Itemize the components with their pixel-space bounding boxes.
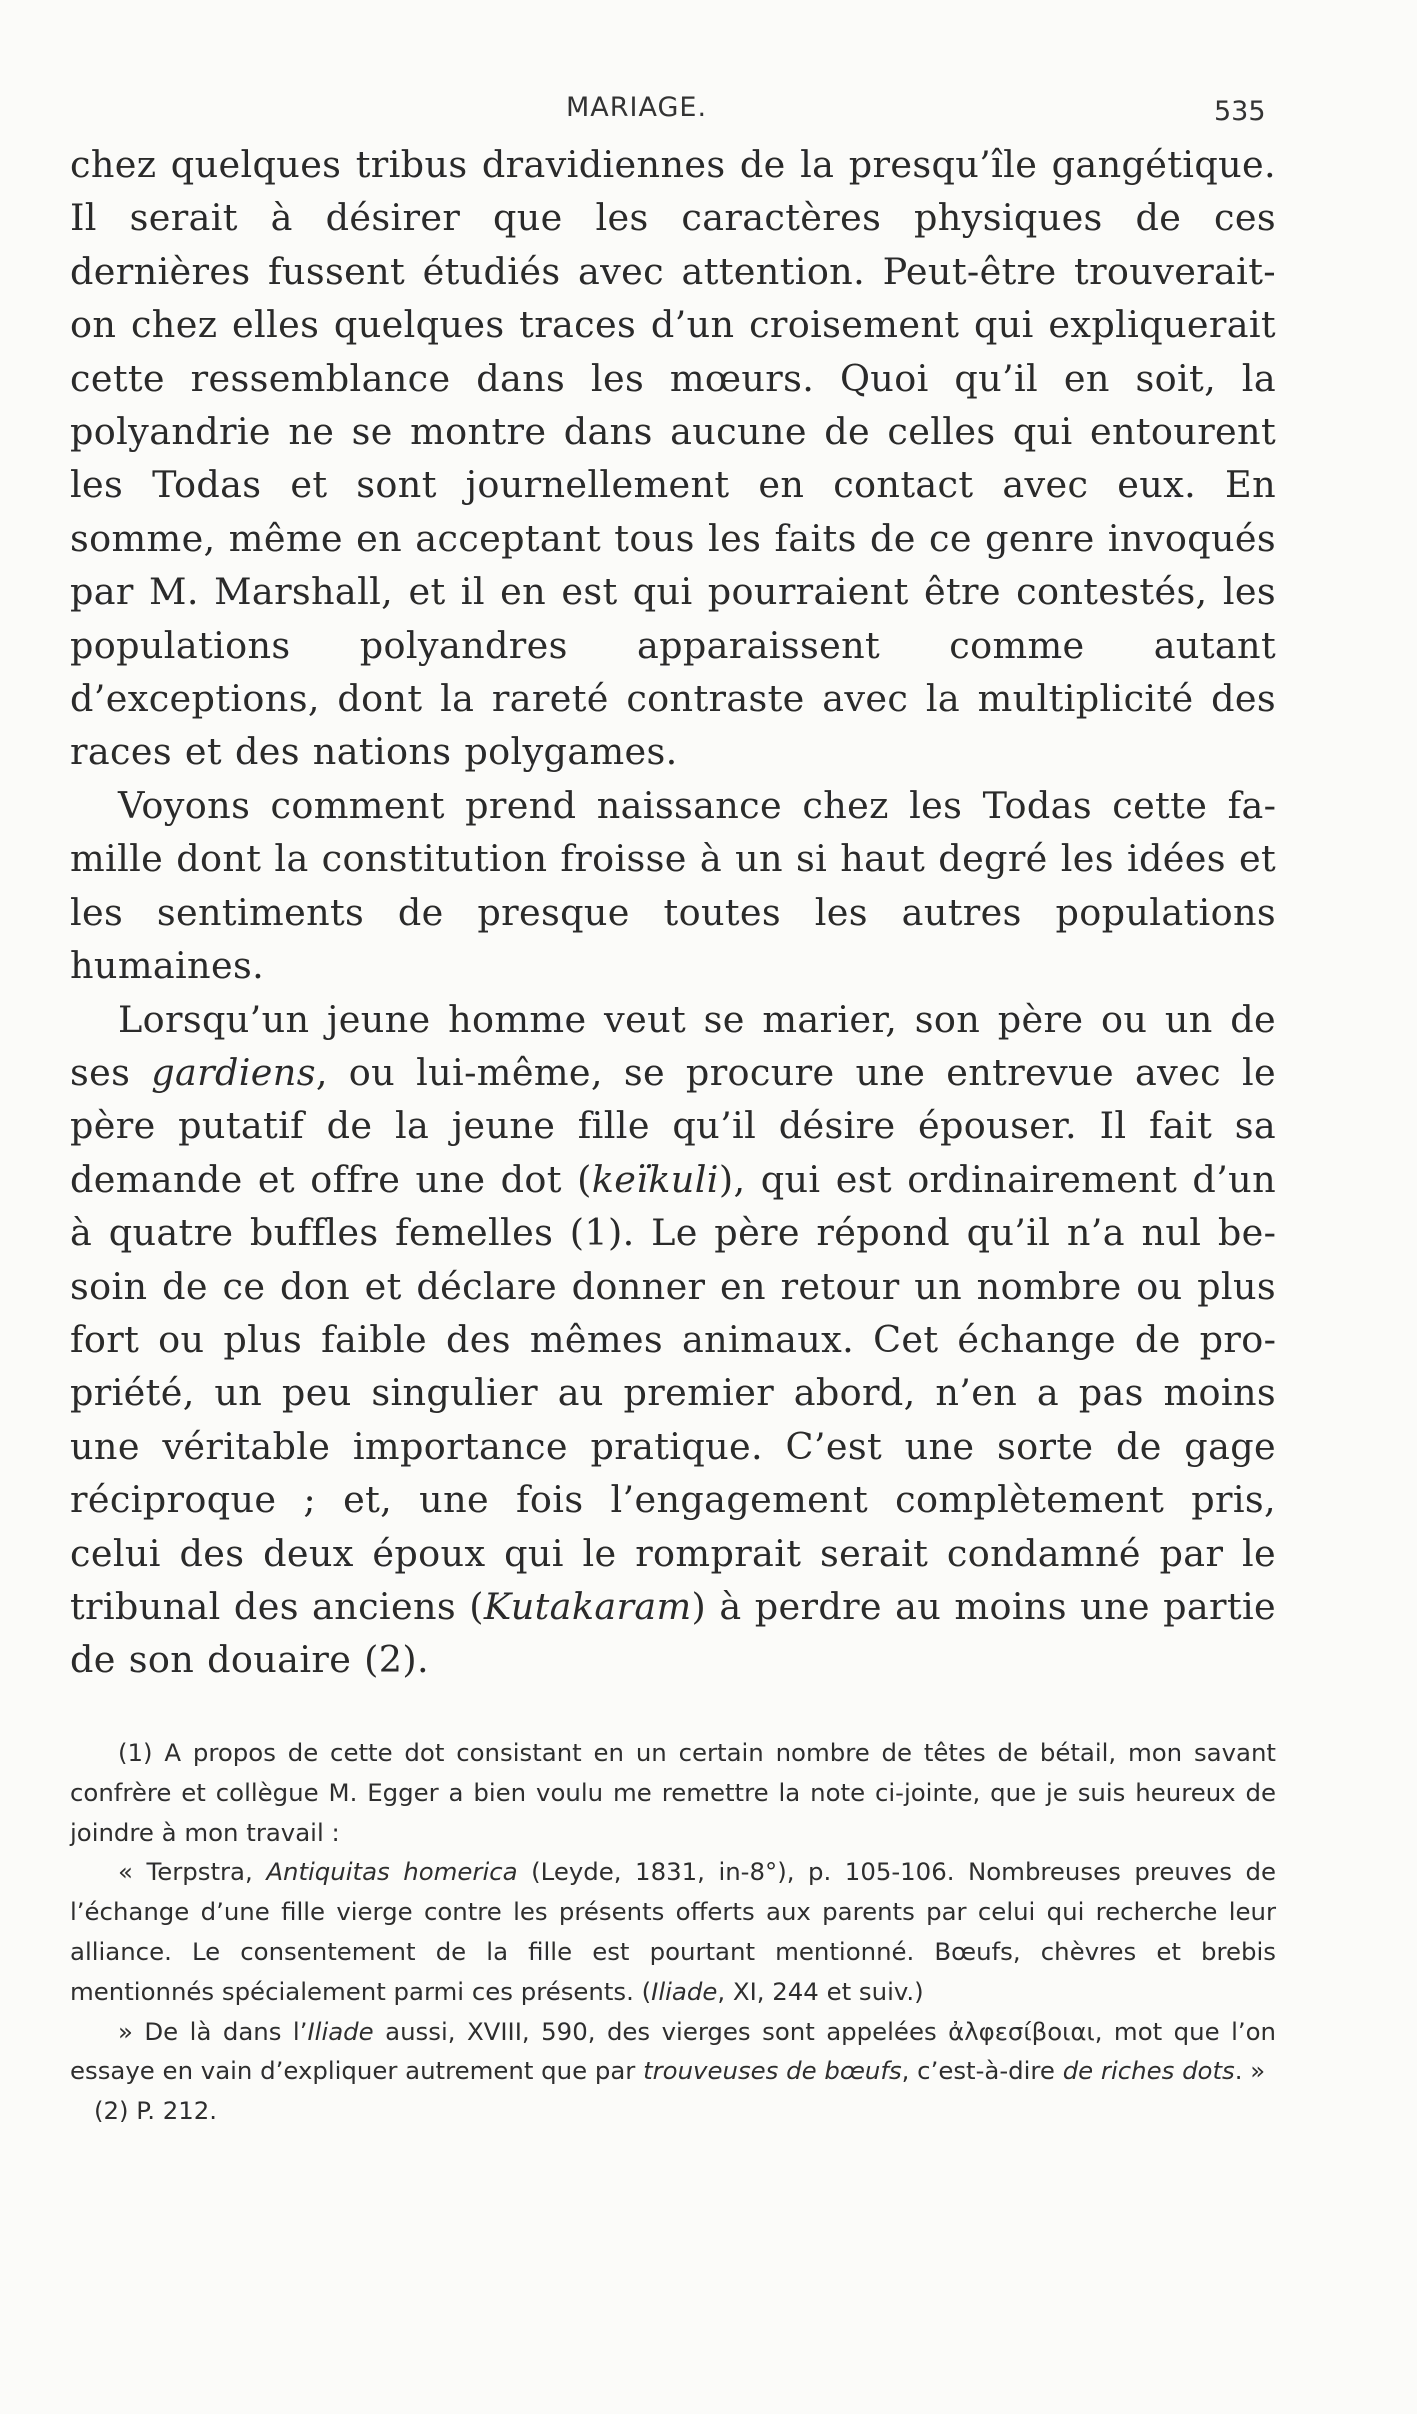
italic-term: Iliade	[651, 1976, 718, 2006]
paragraph-3	[70, 993, 1276, 1687]
italic-term: Iliade	[307, 2016, 374, 2046]
text-run: aussi, XVIII, 590, des vierges sont appelées ἀλφεσίβοιαι, mot que l’on essaye en vain d’expliquer autrement que par	[70, 2016, 1276, 2086]
text-run: « Terpstra,	[118, 1857, 267, 1887]
footnote-1-quote	[70, 1852, 1276, 2011]
paragraph-2: Voyons comment prend naissance chez les Todas cette famille dont la constitution froisse à un si haut degré les idées et les sentiments de presque toutes les autres populations humaines.	[70, 783, 1276, 988]
text-run: (Leyde, 1831, in-8°), p. 105-106. Nombreuses preuves de l’échange d’une fille vierge contre les présents offerts aux parents par celui qui recherche leur alliance. Le consentement de la fille est pourtant mentionné. Bœufs, chèvres et brebis mentionnés spécialement parmi ces présents. (	[70, 1857, 1276, 2006]
italic-term: Antiquitas homerica	[266, 1857, 518, 1887]
italic-term: keïkuli	[591, 1157, 719, 1201]
italic-term: trouveuses de bœufs	[643, 2056, 902, 2086]
italic-term: Kutakaram	[483, 1584, 692, 1628]
text-run: . »	[1234, 2056, 1266, 2086]
footnote-1-intro: (1) A propos de cette dot consistant en un certain nombre de têtes de bétail, mon savant confrère et collègue M. Egger a bien voulu me remettre la note ci-jointe, que je suis heureux de joindre à mon travail :	[70, 1738, 1276, 1847]
text-run: , ou lui-même, se procure une entrevue avec le père putatif de la jeune fille qu’il désire épouser. Il fait sa demande et offre une dot (	[70, 1050, 1276, 1201]
italic-term: gardiens	[151, 1050, 316, 1094]
italic-term: de riches dots	[1062, 2056, 1235, 2086]
paragraph-1: chez quelques tribus dravidiennes de la presqu’île gangétique. Il serait à désirer que les caractères physiques de ces dernières fussent étudiés avec attention. Peut-être trouverait-on chez elles quelques traces d’un croisement qui expliquerait cette ressemblance dans les mœurs. Quoi qu’il en soit, la polyandrie ne se montre dans aucune de celles qui entourent les Todas et sont journellement en contact avec eux. En somme, même en acceptant tous les faits de ce genre invoqués par M. Marshall, et il en est qui pourraient être contestés, les populations polyandres apparaissent comme autant d’exceptions, dont la rareté contraste avec la multiplicité des races et des nations polygames.	[70, 143, 1276, 774]
text-run: Lorsqu’un jeune homme veut se marier, son père ou un de ses	[70, 997, 1276, 1094]
page-number: 535	[1214, 96, 1266, 127]
footnote-1-continued	[70, 2012, 1276, 2092]
text-run: » De là dans l’	[118, 2016, 308, 2046]
text-run: ), qui est ordinairement d’un à quatre buffles femelles (1). Le père répond qu’il n’a nul besoin de ce don et déclare donner en retour un nombre ou plus fort ou plus faible des mêmes animaux. Cet échange de propriété, un peu singulier au premier abord, n’en a pas moins une véritable importance pratique. C’est une sorte de gage réciproque ; et, une fois l’engagement complètement pris, celui des deux époux qui le romprait serait condamné par le tribunal des anciens (	[70, 1157, 1276, 1628]
footnotes	[70, 1733, 1276, 2131]
main-text	[70, 138, 1276, 1687]
running-title: MARIAGE.	[566, 92, 708, 123]
footnote-2: (2) P. 212.	[94, 2096, 218, 2126]
text-run: , XI, 244 et suiv.)	[717, 1976, 924, 2006]
text-run: ) à perdre au moins une partie de son douaire (2).	[70, 1584, 1276, 1682]
text-run: , c’est-à-dire	[901, 2056, 1063, 2086]
page-header	[0, 92, 1417, 132]
